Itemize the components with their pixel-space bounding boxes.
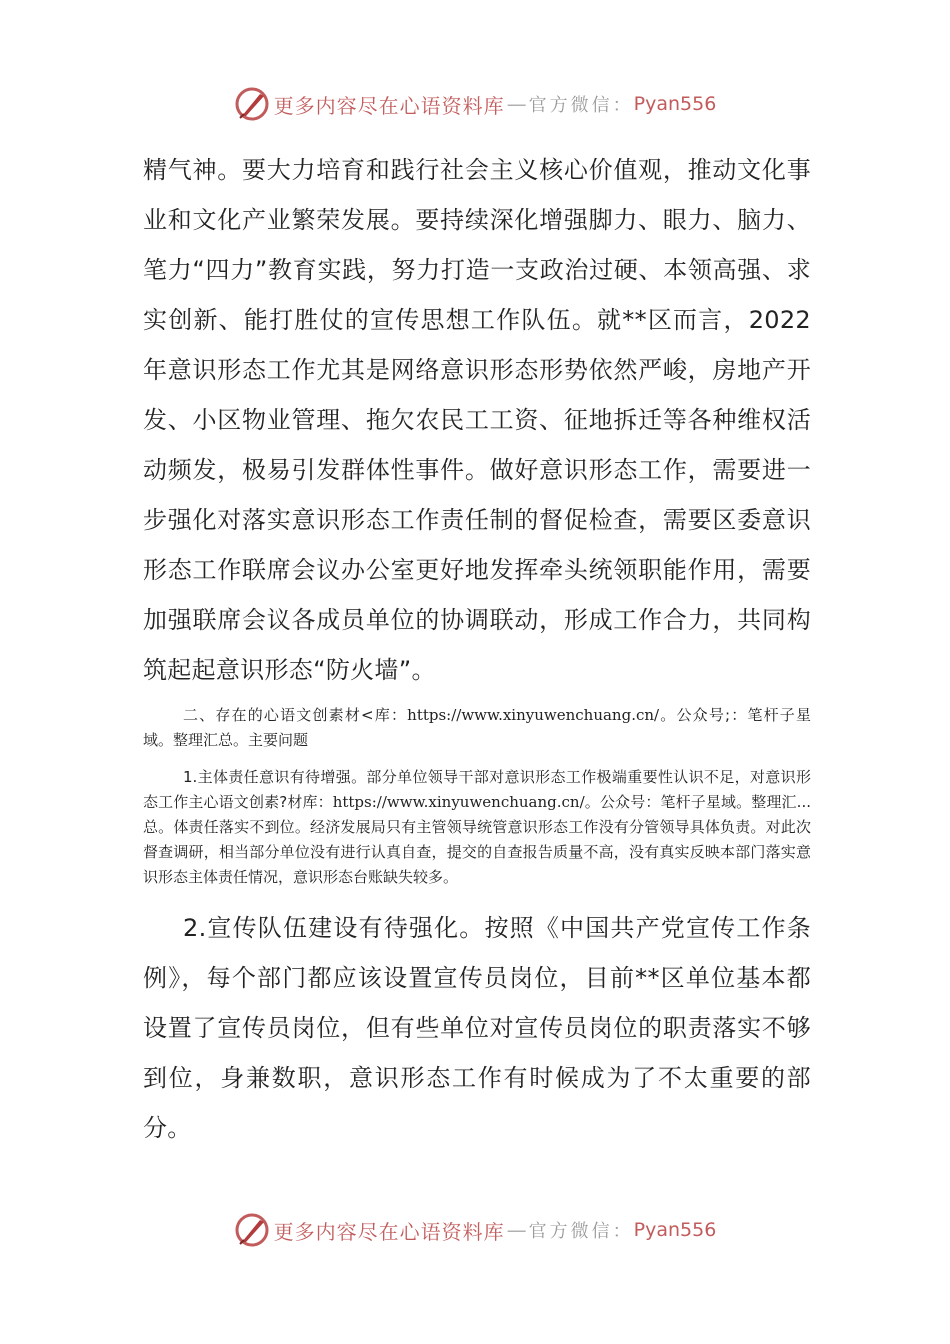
quill-logo-icon: [234, 1212, 270, 1248]
paragraph-3-url: https://www.xinyuwenchuang.cn/: [332, 793, 585, 811]
paragraph-2-text-a: 二、存在的心语文创素材<库：: [183, 706, 408, 724]
paragraph-1: 精气神。要大力培育和践行社会主义核心价值观，推动文化事业和文化产业繁荣发展。要持续深化增强脚力、眼力、脑力、笔力“四力”教育实践，努力打造一支政治过硬、本领高强、求实创新、能打胜仗的宣传思想工作队伍。就**区而言，2022年意识形态工作尤其是网络意识形态形势依然严峻，房地产开发、小区物业管理、拖欠农民工工资、征地拆迁等各种维权活动频发，极易引发群体性事件。做好意识形态工作，需要进一步强化对落实意识形态工作责任制的督促检查，需要区委意识形态工作联席会议办公室更好地发挥牵头统领职能作用，需要加强联席会议各成员单位的协调联动，形成工作合力，共同构筑起起意识形态“防火墙”。: [143, 156, 811, 684]
paragraph-3-text-b: 。公众号：笔杆子星域。整理汇...总。体责任落实不到位。经济发展局只有主管领导统管意识形态工作没有分管领导具体负责。对此次督查调研，相当部分单位没有进行认真自查，提交的自查报告质量不高，没有真实反映本部门落实意识形态主体责任情况，意识形态台账缺失较多。: [143, 793, 811, 886]
banner-contact-label: 官方微信：: [528, 1221, 634, 1242]
paragraph-4: 2.宣传队伍建设有待强化。按照《中国共产党宣传工作条例》，每个部门都应该设置宣传员岗位，目前**区单位基本都设置了宣传员岗位，但有些单位对宣传员岗位的职责落实不够到位，身兼数职，意识形态工作有时候成为了不太重要的部分。: [143, 914, 811, 1142]
banner-text: 更多内容尽在心语资料库: [273, 93, 505, 118]
quill-logo-icon: [234, 86, 270, 122]
footer-banner: [0, 1210, 950, 1250]
paragraph-3: [143, 765, 811, 890]
banner-dash: —: [506, 92, 527, 116]
header-banner: [0, 84, 950, 124]
banner-contact-id: Pyan556: [633, 93, 717, 115]
banner-contact-label: 官方微信：: [528, 95, 634, 116]
paragraph-2: [143, 703, 811, 753]
paragraph-2-url: https://www.xinyuwenchuang.cn/: [407, 706, 660, 724]
banner-dash: —: [506, 1218, 527, 1242]
paragraph-3-text-a: 1.主体责任意识有待增强。部分单位领导干部对意识形态工作极端重要性认识不足，对意识形态工作主心语文创素?材库：: [143, 768, 811, 811]
paragraph-2-text-b: 。公众号;：笔杆子星域。整理汇总。主要问题: [143, 706, 811, 749]
banner-text: 更多内容尽在心语资料库: [273, 1219, 505, 1244]
banner-contact-id: Pyan556: [633, 1219, 717, 1241]
